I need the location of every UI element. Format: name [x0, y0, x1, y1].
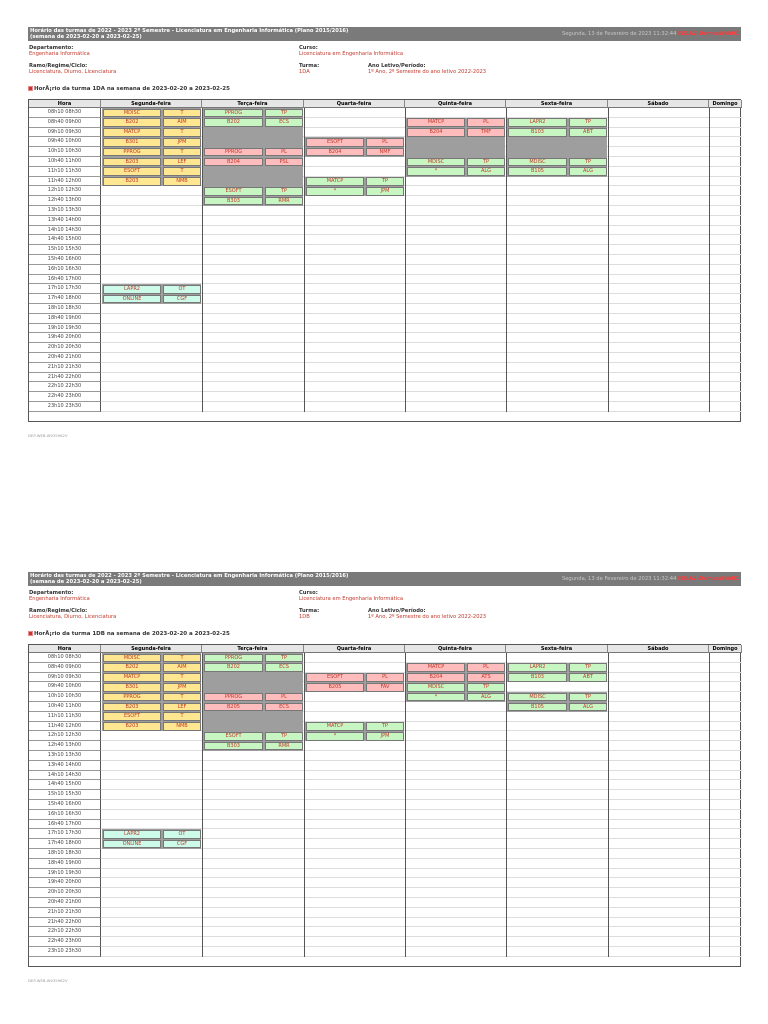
class-type: T [163, 148, 201, 157]
ano-block [368, 63, 486, 75]
course-code: MDISC [508, 158, 567, 167]
empty-slot [507, 137, 607, 157]
class-type: PL [467, 118, 505, 127]
room: * [407, 693, 465, 702]
row-line [101, 332, 742, 333]
class-type: TP [265, 109, 303, 118]
teacher: TMF [467, 128, 505, 137]
teacher: ALG [467, 693, 505, 702]
hour-cell: 10h10 10h30 [29, 692, 101, 702]
turma-value: 1DB [299, 614, 310, 620]
class-type: T [163, 654, 201, 663]
ramo-value: Licenciatura, Diurno, Licenciatura [29, 614, 117, 620]
room: B103 [508, 128, 567, 137]
column-divider [304, 653, 305, 957]
generated-date: Segunda, 13 de Fevereiro de 2023 11:32:44 ISS.A2-DomusWeb01 [561, 31, 739, 37]
hour-cell: 16h10 16h30 [29, 265, 101, 275]
hour-cell: 12h10 12h30 [29, 731, 101, 741]
hour-cell: 19h40 20h00 [29, 878, 101, 888]
row-line [101, 264, 742, 265]
schedule-subtitle: HorÃ¡rio da turma 1DA na semana de 2023-02-20 a 2023-02-25 [28, 86, 230, 92]
department-value: Engenharia Informática [29, 596, 90, 602]
hour-cell: 11h10 11h30 [29, 167, 101, 177]
room: B301 [103, 683, 161, 692]
column-header: Quarta-feira [304, 100, 405, 108]
teacher: JPM [366, 732, 404, 741]
hour-cell: 17h40 18h00 [29, 294, 101, 304]
schedule-week: (semana de 2023-02-20 a 2023-02-25) [30, 34, 142, 40]
row-line [101, 877, 742, 878]
row-line [101, 760, 742, 761]
schedule-title: Horário das turmas de 2022 - 2023 2º Semestre - Licenciatura em Engenharia Informática (Plano 2015/2016) [30, 573, 349, 579]
column-header: Hora [29, 645, 101, 653]
class-type: PL [366, 138, 404, 147]
room: B301 [103, 138, 161, 147]
room: B205 [306, 683, 364, 692]
teacher: ATS [467, 673, 505, 682]
hour-cell: 17h10 17h30 [29, 829, 101, 839]
teacher: JPM [163, 138, 201, 147]
department-label: Departamento: [29, 45, 74, 51]
class-type: OT [163, 285, 201, 294]
column-divider [608, 108, 609, 412]
empty-slot [406, 137, 505, 157]
course-code: ESOFT [204, 187, 263, 196]
class-type: PL [265, 693, 303, 702]
timetable-grid [28, 644, 741, 967]
room: B303 [204, 197, 263, 206]
class-type: TP [569, 158, 607, 167]
course-code: LAPR2 [103, 285, 161, 294]
hour-cell: 13h10 13h30 [29, 206, 101, 216]
hour-cell: 08h10 08h30 [29, 108, 101, 118]
course-code: PPROG [204, 109, 263, 118]
row-line [101, 799, 742, 800]
hour-cell: 09h40 10h00 [29, 682, 101, 692]
teacher: AIM [163, 663, 201, 672]
course-code: MDISC [407, 683, 465, 692]
teacher: ECS [265, 703, 303, 712]
hour-cell: 08h40 09h00 [29, 118, 101, 128]
hour-cell: 21h40 22h00 [29, 918, 101, 928]
ramo-value: Licenciatura, Diurno, Licenciatura [29, 69, 117, 75]
hour-cell: 14h10 14h30 [29, 771, 101, 781]
course-code: MDISC [407, 158, 465, 167]
ano-label: Ano Letivo/Período: [368, 608, 426, 614]
teacher: AIM [163, 118, 201, 127]
column-divider [608, 653, 609, 957]
room: B303 [204, 742, 263, 751]
course-code: ESOFT [103, 167, 161, 176]
ramo-block [29, 63, 116, 75]
course-code: ESOFT [204, 732, 263, 741]
turma-block [299, 63, 319, 75]
ano-value: 1º Ano, 2º Semestre do ano letivo 2022-2023 [368, 69, 487, 75]
course-code: MDISC [103, 654, 161, 663]
teacher: RMR [265, 742, 303, 751]
hour-cell: 22h40 23h00 [29, 392, 101, 402]
column-header: Sexta-feira [506, 645, 608, 653]
class-type: PL [467, 663, 505, 672]
room: B202 [103, 663, 161, 672]
room: ONLINE [103, 840, 161, 849]
course-code: PPROG [204, 693, 263, 702]
hour-cell: 12h40 13h00 [29, 196, 101, 206]
room: ONLINE [103, 295, 161, 304]
hour-cell: 09h10 09h30 [29, 673, 101, 683]
column-header: Quinta-feira [405, 100, 506, 108]
hour-cell: 16h40 17h00 [29, 275, 101, 285]
hour-cell: 11h10 11h30 [29, 712, 101, 722]
course-block [299, 590, 403, 602]
teacher: ALG [569, 167, 607, 176]
hour-cell: 21h10 21h30 [29, 908, 101, 918]
hour-cell: 10h40 11h00 [29, 702, 101, 712]
calendar-icon [28, 631, 33, 636]
hour-cell: 20h40 21h00 [29, 898, 101, 908]
row-line [101, 215, 742, 216]
course-code: LAPR2 [103, 830, 161, 839]
hour-cell: 20h10 20h30 [29, 888, 101, 898]
column-header: Segunda-feira [101, 645, 202, 653]
course-code: LAPR2 [508, 663, 567, 672]
hour-cell: 12h10 12h30 [29, 186, 101, 196]
department-value: Engenharia Informática [29, 51, 90, 57]
empty-slot [203, 167, 303, 187]
row-line [101, 362, 742, 363]
teacher: RMR [265, 197, 303, 206]
class-type: TP [265, 654, 303, 663]
row-line [101, 195, 742, 196]
teacher: LEF [163, 703, 201, 712]
teacher: CGF [163, 840, 201, 849]
teacher: FAV [366, 683, 404, 692]
class-type: TP [265, 187, 303, 196]
room: B204 [204, 158, 263, 167]
room: B105 [508, 703, 567, 712]
row-line [101, 225, 742, 226]
column-header: Terça-feira [202, 100, 304, 108]
schedule-2 [28, 572, 741, 987]
row-line [101, 411, 742, 412]
hour-cell: 19h40 20h00 [29, 333, 101, 343]
row-line [101, 936, 742, 937]
hour-cell: 16h10 16h30 [29, 810, 101, 820]
timetable-grid [28, 99, 741, 422]
room: B204 [407, 128, 465, 137]
hour-cell: 15h40 16h00 [29, 255, 101, 265]
row-line [101, 897, 742, 898]
class-type: PL [366, 673, 404, 682]
ano-block [368, 608, 486, 620]
row-line [101, 819, 742, 820]
system-name: ISS.A2-DomusWeb01 [678, 576, 739, 582]
course-code: MATCP [306, 177, 364, 186]
course-code: MATCP [407, 118, 465, 127]
column-header: Hora [29, 100, 101, 108]
hour-cell: 10h40 11h00 [29, 157, 101, 167]
row-line [101, 323, 742, 324]
class-type: TP [467, 683, 505, 692]
row-line [101, 789, 742, 790]
footer-code: DEP-WEB-W035962V [28, 433, 68, 438]
hour-cell: 16h40 17h00 [29, 820, 101, 830]
column-header: Sábado [608, 100, 709, 108]
row-line [101, 342, 742, 343]
row-line [101, 868, 742, 869]
turma-value: 1DA [299, 69, 310, 75]
ramo-label: Ramo/Regime/Ciclo: [29, 608, 88, 614]
hour-cell: 11h40 12h00 [29, 177, 101, 187]
room: * [306, 187, 364, 196]
row-line [101, 391, 742, 392]
column-header: Quarta-feira [304, 645, 405, 653]
column-divider [709, 653, 710, 957]
teacher: ABT [569, 128, 607, 137]
hour-cell: 17h10 17h30 [29, 284, 101, 294]
course-code: ESOFT [103, 712, 161, 721]
class-type: OT [163, 830, 201, 839]
row-line [101, 740, 742, 741]
teacher: PSL [265, 158, 303, 167]
course-code: PPROG [204, 654, 263, 663]
hour-cell: 08h40 09h00 [29, 663, 101, 673]
teacher: NMB [163, 177, 201, 186]
hour-cell: 18h10 18h30 [29, 849, 101, 859]
hour-cell: 22h40 23h00 [29, 937, 101, 947]
teacher: LEF [163, 158, 201, 167]
row-line [101, 401, 742, 402]
hour-cell: 20h10 20h30 [29, 343, 101, 353]
hour-cell: 09h10 09h30 [29, 128, 101, 138]
turma-block [299, 608, 319, 620]
row-line [101, 205, 742, 206]
schedule-1 [28, 27, 741, 442]
hour-cell: 15h10 15h30 [29, 790, 101, 800]
course-label: Curso: [299, 45, 318, 51]
course-code: LAPR2 [508, 118, 567, 127]
teacher: JPM [366, 187, 404, 196]
course-code: PPROG [204, 148, 263, 157]
room: B203 [103, 703, 161, 712]
teacher: NMF [366, 148, 404, 157]
hour-cell: 14h40 15h00 [29, 780, 101, 790]
row-line [101, 381, 742, 382]
row-line [101, 750, 742, 751]
row-line [101, 313, 742, 314]
room: * [306, 732, 364, 741]
course-value: Licenciatura em Engenharia Informática [299, 596, 404, 602]
hour-cell: 22h10 22h30 [29, 927, 101, 937]
hour-cell: 21h10 21h30 [29, 363, 101, 373]
department-block [29, 590, 90, 602]
class-type: TP [265, 732, 303, 741]
row-line [101, 770, 742, 771]
course-code: ESOFT [306, 673, 364, 682]
row-line [101, 887, 742, 888]
turma-label: Turma: [299, 608, 320, 614]
ano-label: Ano Letivo/Período: [368, 63, 426, 69]
class-type: T [163, 693, 201, 702]
room: B202 [103, 118, 161, 127]
course-code: ESOFT [306, 138, 364, 147]
class-type: T [163, 128, 201, 137]
room: B202 [204, 118, 263, 127]
hour-cell: 18h40 19h00 [29, 859, 101, 869]
row-line [101, 254, 742, 255]
teacher: CGF [163, 295, 201, 304]
hour-cell: 14h40 15h00 [29, 235, 101, 245]
column-header: Quinta-feira [405, 645, 506, 653]
row-line [101, 956, 742, 957]
row-line [101, 907, 742, 908]
row-line [101, 809, 742, 810]
course-code: MATCP [103, 128, 161, 137]
hour-cell: 14h10 14h30 [29, 226, 101, 236]
course-code: MATCP [306, 722, 364, 731]
hour-cell: 10h10 10h30 [29, 147, 101, 157]
column-header: Terça-feira [202, 645, 304, 653]
course-code: MATCP [103, 673, 161, 682]
schedule-week: (semana de 2023-02-20 a 2023-02-25) [30, 579, 142, 585]
class-type: T [163, 673, 201, 682]
course-code: PPROG [103, 148, 161, 157]
row-line [101, 946, 742, 947]
course-code: MDISC [508, 693, 567, 702]
empty-slot [203, 128, 303, 148]
column-header: Sexta-feira [506, 100, 608, 108]
hour-cell: 17h40 18h00 [29, 839, 101, 849]
teacher: JPM [163, 683, 201, 692]
teacher: ALG [569, 703, 607, 712]
column-divider [709, 108, 710, 412]
room: * [407, 167, 465, 176]
room: B105 [508, 167, 567, 176]
hour-cell: 13h40 14h00 [29, 761, 101, 771]
generated-date: Segunda, 13 de Fevereiro de 2023 11:32:44 ISS.A2-DomusWeb01 [561, 576, 739, 582]
teacher: ECS [265, 118, 303, 127]
room: B205 [204, 703, 263, 712]
class-type: TP [569, 693, 607, 702]
column-header: Sábado [608, 645, 709, 653]
hour-cell: 15h40 16h00 [29, 800, 101, 810]
class-type: TP [569, 118, 607, 127]
teacher: NMB [163, 722, 201, 731]
course-code: MATCP [407, 663, 465, 672]
course-label: Curso: [299, 590, 318, 596]
hour-cell: 15h10 15h30 [29, 245, 101, 255]
row-line [101, 234, 742, 235]
schedule-subtitle: HorÃ¡rio da turma 1DB na semana de 2023-02-20 a 2023-02-25 [28, 631, 230, 637]
room: B204 [407, 673, 465, 682]
class-type: TP [569, 663, 607, 672]
room: B202 [204, 663, 263, 672]
teacher: ALG [467, 167, 505, 176]
room: B204 [306, 148, 364, 157]
teacher: ECS [265, 663, 303, 672]
hour-cell: 20h40 21h00 [29, 353, 101, 363]
class-type: TP [366, 722, 404, 731]
course-block [299, 45, 403, 57]
class-type: T [163, 712, 201, 721]
system-name: ISS.A2-DomusWeb01 [678, 31, 739, 37]
class-type: T [163, 167, 201, 176]
department-block [29, 45, 90, 57]
hour-cell: 11h40 12h00 [29, 722, 101, 732]
hour-cell: 18h40 19h00 [29, 314, 101, 324]
hour-cell: 19h10 19h30 [29, 869, 101, 879]
schedule-title: Horário das turmas de 2022 - 2023 2º Semestre - Licenciatura em Engenharia Informática (Plano 2015/2016) [30, 28, 349, 34]
hour-cell: 19h10 19h30 [29, 324, 101, 334]
course-code: PPROG [103, 693, 161, 702]
class-type: PL [265, 148, 303, 157]
course-value: Licenciatura em Engenharia Informática [299, 51, 404, 57]
footer-code: DEP-WEB-W035962V [28, 978, 68, 983]
hour-cell: 23h10 23h30 [29, 402, 101, 412]
ano-value: 1º Ano, 2º Semestre do ano letivo 2022-2023 [368, 614, 487, 620]
course-code: MDISC [103, 109, 161, 118]
hour-cell: 13h40 14h00 [29, 216, 101, 226]
class-type: TP [467, 158, 505, 167]
hour-cell: 23h10 23h30 [29, 947, 101, 957]
room: B203 [103, 177, 161, 186]
row-line [101, 372, 742, 373]
empty-slot [203, 673, 303, 693]
hour-cell: 18h10 18h30 [29, 304, 101, 314]
hour-cell: 08h10 08h30 [29, 653, 101, 663]
ramo-label: Ramo/Regime/Ciclo: [29, 63, 88, 69]
room: B203 [103, 722, 161, 731]
hour-cell: 09h40 10h00 [29, 137, 101, 147]
row-line [101, 917, 742, 918]
column-header: Domingo [709, 645, 742, 653]
row-line [101, 352, 742, 353]
row-line [101, 779, 742, 780]
hour-cell: 12h40 13h00 [29, 741, 101, 751]
column-header: Domingo [709, 100, 742, 108]
room: B103 [508, 673, 567, 682]
class-type: T [163, 109, 201, 118]
empty-slot [203, 712, 303, 732]
hour-cell: 21h40 22h00 [29, 373, 101, 383]
turma-label: Turma: [299, 63, 320, 69]
column-header: Segunda-feira [101, 100, 202, 108]
calendar-icon [28, 86, 33, 91]
header-bar [28, 27, 741, 41]
row-line [101, 858, 742, 859]
teacher: ABT [569, 673, 607, 682]
row-line [101, 244, 742, 245]
ramo-block [29, 608, 116, 620]
room: B203 [103, 158, 161, 167]
department-label: Departamento: [29, 590, 74, 596]
row-line [101, 926, 742, 927]
class-type: TP [366, 177, 404, 186]
hour-cell: 13h10 13h30 [29, 751, 101, 761]
hour-cell: 22h10 22h30 [29, 382, 101, 392]
row-line [101, 274, 742, 275]
header-bar [28, 572, 741, 586]
